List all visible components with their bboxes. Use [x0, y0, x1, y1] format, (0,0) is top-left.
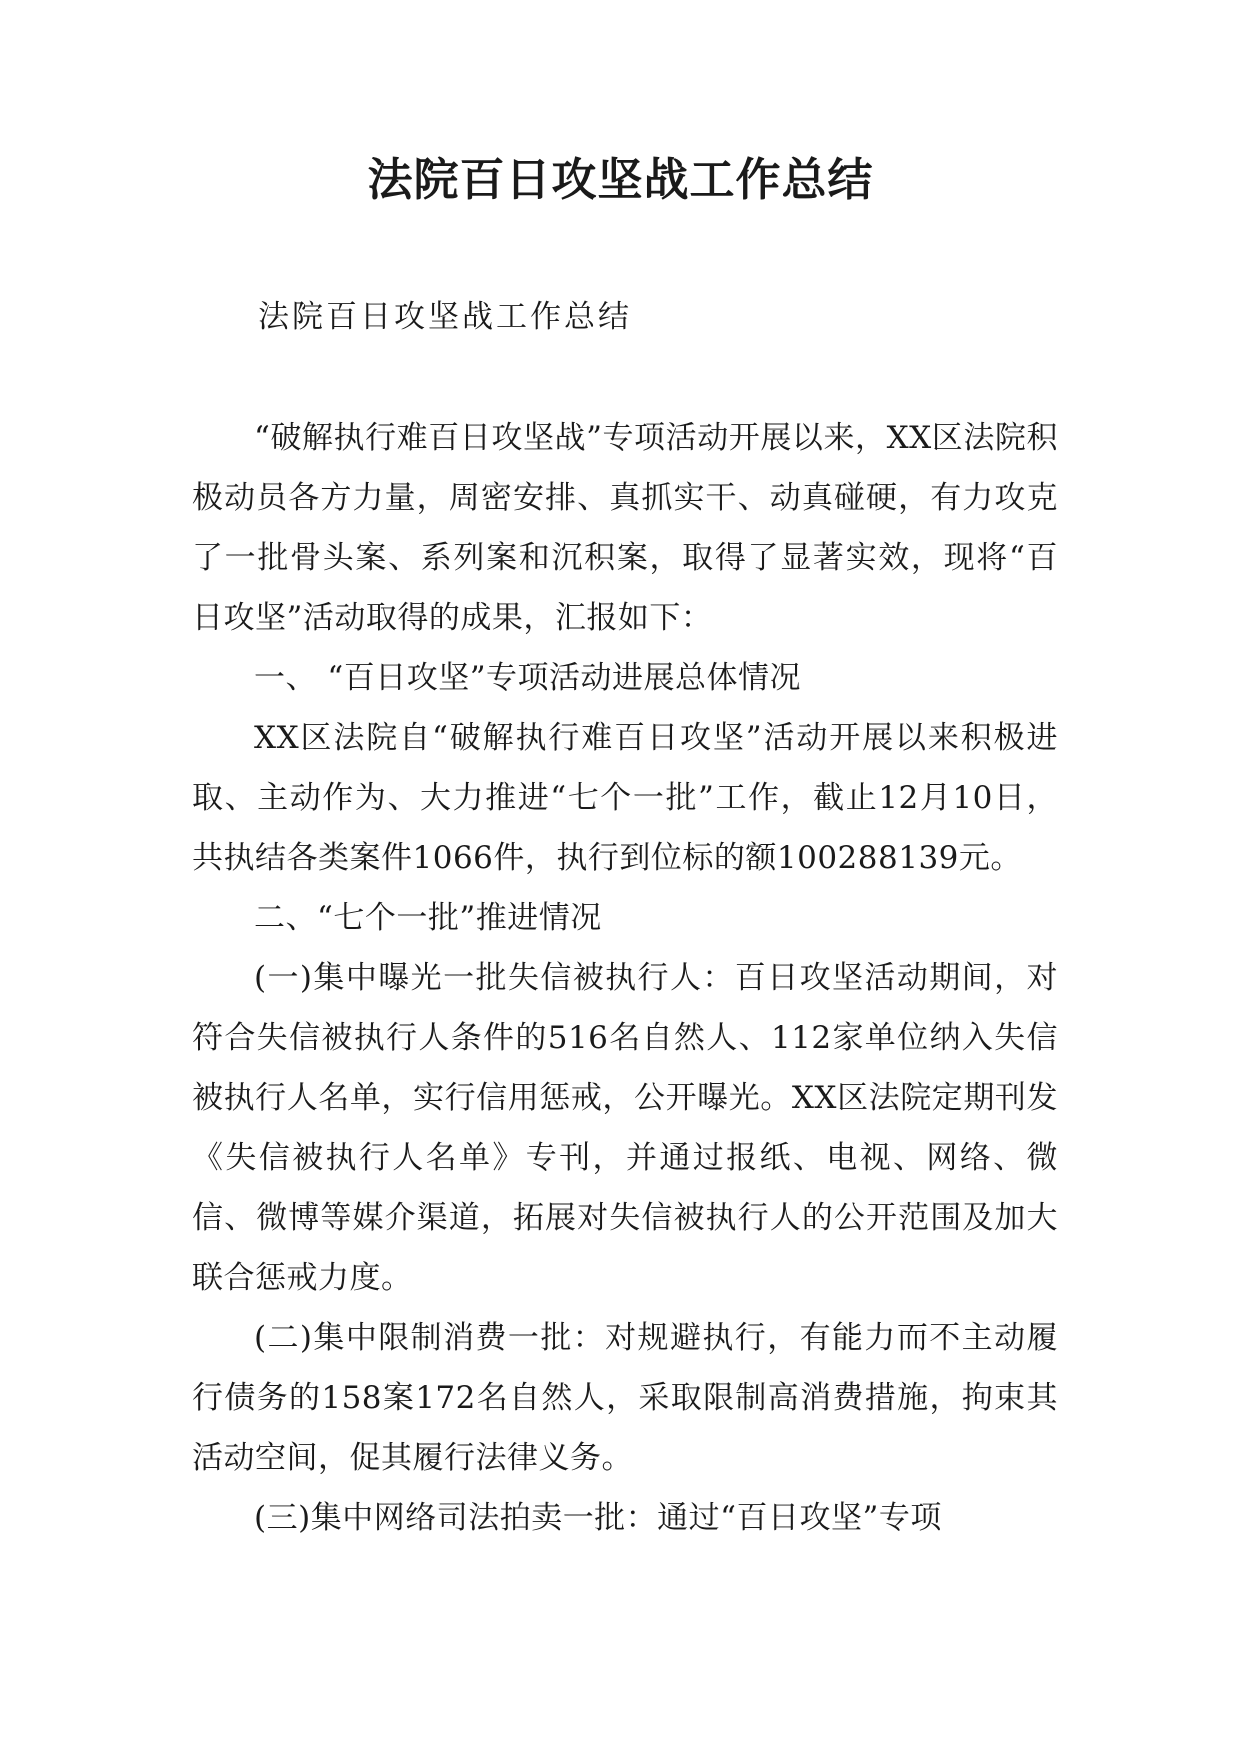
paragraph-overall-progress: XX区法院自“破解执行难百日攻坚”活动开展以来积极进取、主动作为、大力推进“七个一批”工作，截止12月10日，共执结各类案件1066件，执行到位标的额100288139元。	[192, 720, 1058, 876]
paragraph-intro: “破解执行难百日攻坚战”专项活动开展以来，XX区法院积极动员各方力量，周密安排、真抓实干、动真碰硬，有力攻克了一批骨头案、系列案和沉积案，取得了显著实效，现将“百日攻坚”活动取得的成果，汇报如下：	[192, 420, 1058, 636]
document-title: 法院百日攻坚战工作总结	[367, 153, 874, 206]
paragraph-item-2: (二)集中限制消费一批：对规避执行，有能力而不主动履行债务的158案172名自然人，采取限制高消费措施，拘束其活动空间，促其履行法律义务。	[192, 1320, 1058, 1476]
paragraph-item-1: (一)集中曝光一批失信被执行人：百日攻坚活动期间，对符合失信被执行人条件的516名自然人、112家单位纳入失信被执行人名单，实行信用惩戒，公开曝光。XX区法院定期刊发《失信被执行人名单》专刊，并通过报纸、电视、网络、微信、微博等媒介渠道，拓展对失信被执行人的公开范围及加大联合惩戒力度。	[192, 960, 1058, 1296]
document-subtitle: 法院百日攻坚战工作总结	[258, 299, 632, 335]
heading-section-2: 二、“七个一批”推进情况	[254, 900, 602, 936]
heading-section-1: 一、 “百日攻坚”专项活动进展总体情况	[254, 660, 802, 696]
document-body	[192, 408, 1058, 1548]
paragraph-item-3: (三)集中网络司法拍卖一批：通过“百日攻坚”专项	[254, 1500, 942, 1536]
